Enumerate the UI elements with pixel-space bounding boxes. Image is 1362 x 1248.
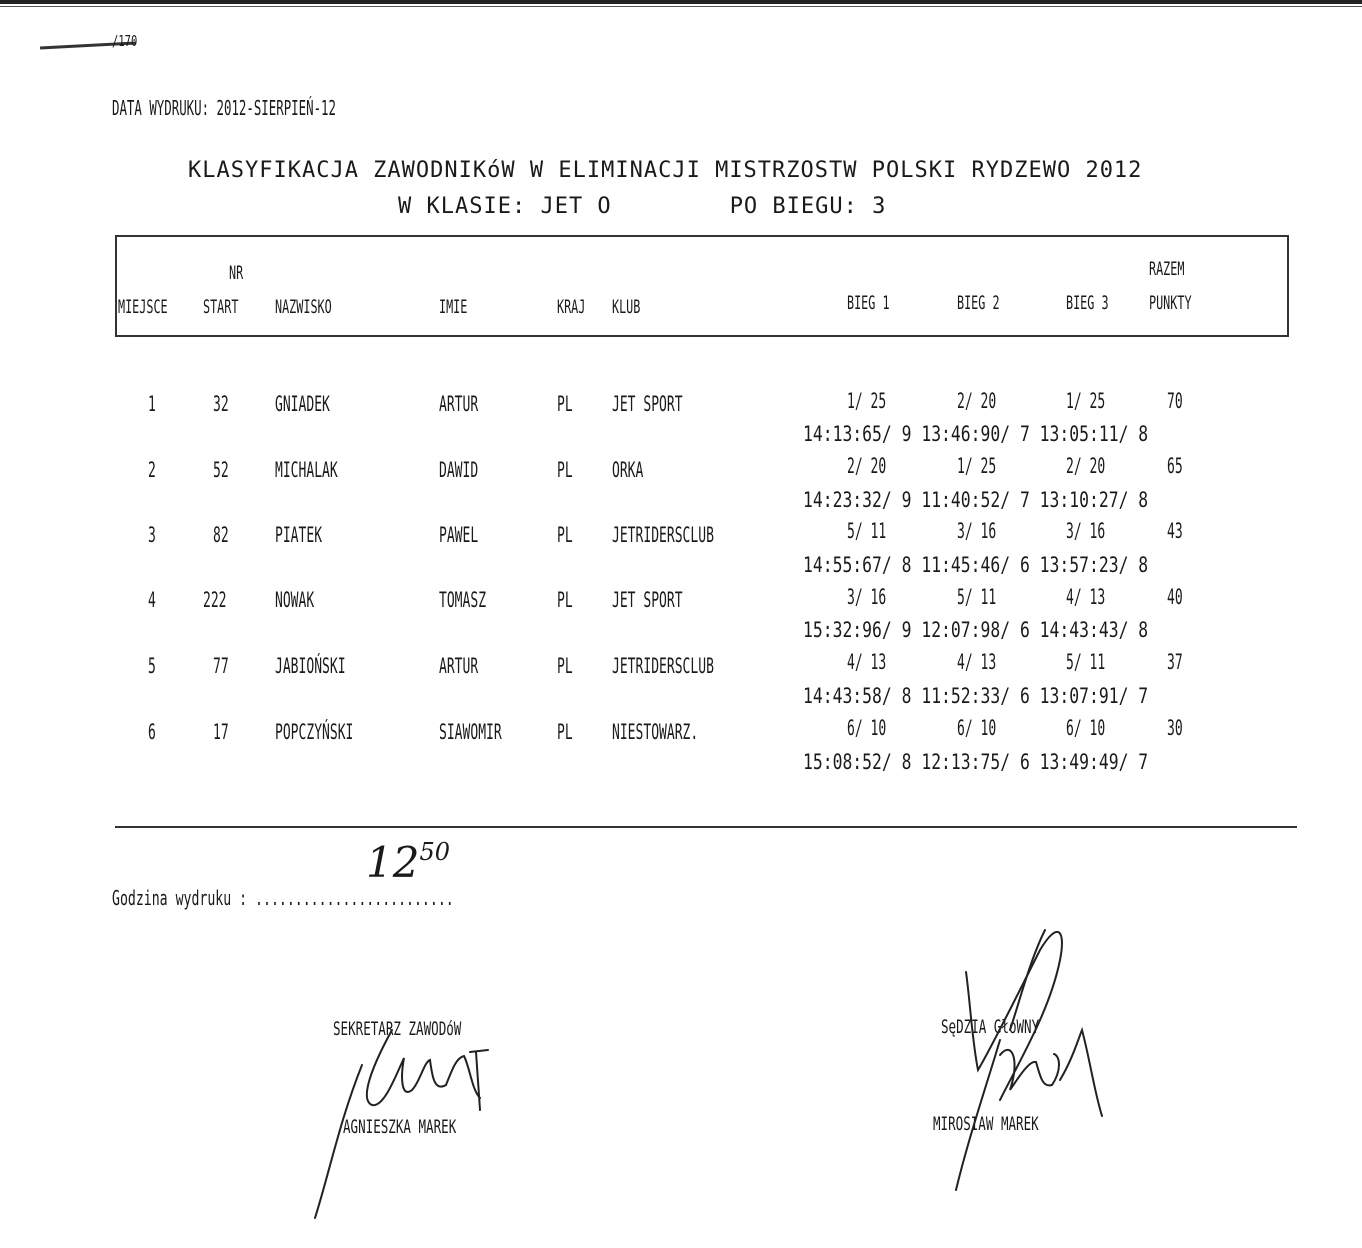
header-klub: KLUB [612, 296, 641, 318]
secretary-name: AGNIESZKA MAREK [343, 1116, 457, 1138]
row-total: 37 [1167, 650, 1183, 674]
row-place: 2 [148, 458, 156, 482]
row-start-number: 222 [203, 588, 227, 612]
row-bieg2: 6/ 10 [957, 716, 997, 740]
print-date: DATA WYDRUKU: 2012-SIERPIEŃ-12 [112, 96, 336, 120]
row-country: PL [557, 458, 573, 482]
row-surname: POPCZYŃSKI [275, 720, 354, 744]
row-name: TOMASZ [439, 588, 487, 612]
row-surname: MICHALAK [275, 458, 338, 482]
row-name: SIAWOMIR [439, 720, 502, 744]
row-times: 14:55:67/ 8 11:45:46/ 6 13:57:23/ 8 [803, 553, 1149, 577]
header-nazwisko: NAZWISKO [275, 296, 332, 318]
row-bieg3: 3/ 16 [1066, 519, 1106, 543]
judge-title: SęDZIA GłóWNY [941, 1016, 1040, 1038]
row-surname: GNIADEK [275, 392, 330, 416]
secretary-signature [367, 1030, 488, 1110]
row-total: 65 [1167, 454, 1183, 478]
header-razem: RAZEM [1149, 258, 1185, 280]
judge-signature [966, 932, 1102, 1116]
row-place: 3 [148, 523, 156, 547]
page-title: KLASYFIKACJA ZAWODNIKóW W ELIMINACJI MISTRZOSTW POLSKI RYDZEWO 2012 [188, 158, 1143, 183]
row-start-number: 77 [213, 654, 229, 678]
row-total: 30 [1167, 716, 1183, 740]
row-times: 14:43:58/ 8 11:52:33/ 6 13:07:91/ 7 [803, 684, 1149, 708]
row-bieg1: 2/ 20 [847, 454, 887, 478]
judge-signature-loop [1010, 930, 1045, 1030]
row-start-number: 17 [213, 720, 229, 744]
row-club: NIESTOWARZ. [612, 720, 699, 744]
row-country: PL [557, 523, 573, 547]
row-club: JET SPORT [612, 588, 683, 612]
row-club: JETRIDERSCLUB [612, 654, 714, 678]
row-start-number: 32 [213, 392, 229, 416]
row-surname: JABIOŃSKI [275, 654, 346, 678]
row-bieg1: 3/ 16 [847, 585, 887, 609]
row-country: PL [557, 654, 573, 678]
judge-signature-tail [956, 1040, 1000, 1190]
row-name: ARTUR [439, 654, 479, 678]
row-bieg3: 1/ 25 [1066, 389, 1106, 413]
header-bieg3: BIEG 3 [1066, 292, 1109, 314]
row-surname: NOWAK [275, 588, 315, 612]
row-bieg1: 1/ 25 [847, 389, 887, 413]
row-total: 70 [1167, 389, 1183, 413]
row-bieg2: 1/ 25 [957, 454, 997, 478]
document-number: /170 [112, 32, 138, 50]
row-country: PL [557, 392, 573, 416]
row-country: PL [557, 588, 573, 612]
row-start-number: 82 [213, 523, 229, 547]
header-kraj: KRAJ [557, 296, 586, 318]
run-label: PO BIEGU: 3 [729, 194, 887, 219]
row-bieg2: 4/ 13 [957, 650, 997, 674]
row-bieg2: 5/ 11 [957, 585, 997, 609]
row-start-number: 52 [213, 458, 229, 482]
row-name: ARTUR [439, 392, 479, 416]
row-total: 40 [1167, 585, 1183, 609]
row-place: 1 [148, 392, 156, 416]
header-miejsce: MIEJSCE [118, 296, 168, 318]
row-club: JET SPORT [612, 392, 683, 416]
row-club: ORKA [612, 458, 644, 482]
row-times: 14:23:32/ 9 11:40:52/ 7 13:10:27/ 8 [803, 488, 1149, 512]
row-bieg2: 3/ 16 [957, 519, 997, 543]
print-time-handwritten: $12^{50}$ [366, 838, 450, 887]
header-bieg1: BIEG 1 [847, 292, 890, 314]
print-time-label: Godzina wydruku : ......................... [112, 886, 454, 910]
row-bieg3: 2/ 20 [1066, 454, 1106, 478]
row-bieg3: 5/ 11 [1066, 650, 1106, 674]
header-punkty: PUNKTY [1149, 292, 1192, 314]
row-times: 15:08:52/ 8 12:13:75/ 6 13:49:49/ 7 [803, 750, 1149, 774]
row-bieg3: 6/ 10 [1066, 716, 1106, 740]
header-start: START [203, 296, 239, 318]
row-name: PAWEL [439, 523, 479, 547]
row-club: JETRIDERSCLUB [612, 523, 714, 547]
row-place: 4 [148, 588, 156, 612]
row-surname: PIATEK [275, 523, 323, 547]
header-imie: IMIE [439, 296, 468, 318]
row-bieg1: 5/ 11 [847, 519, 887, 543]
row-place: 6 [148, 720, 156, 744]
row-bieg1: 4/ 13 [847, 650, 887, 674]
row-total: 43 [1167, 519, 1183, 543]
header-nr: NR [229, 262, 244, 284]
row-name: DAWID [439, 458, 479, 482]
header-bieg2: BIEG 2 [957, 292, 1000, 314]
row-times: 15:32:96/ 9 12:07:98/ 6 14:43:43/ 8 [803, 618, 1149, 642]
secretary-title: SEKRETARZ ZAWODóW [333, 1018, 462, 1040]
row-place: 5 [148, 654, 156, 678]
class-label: W KLASIE: JET O [398, 194, 612, 219]
judge-name: MIROSIAW MAREK [933, 1113, 1039, 1135]
row-bieg1: 6/ 10 [847, 716, 887, 740]
row-times: 14:13:65/ 9 13:46:90/ 7 13:05:11/ 8 [803, 422, 1149, 446]
row-country: PL [557, 720, 573, 744]
row-bieg3: 4/ 13 [1066, 585, 1106, 609]
secretary-signature-tail [315, 1065, 362, 1218]
row-bieg2: 2/ 20 [957, 389, 997, 413]
